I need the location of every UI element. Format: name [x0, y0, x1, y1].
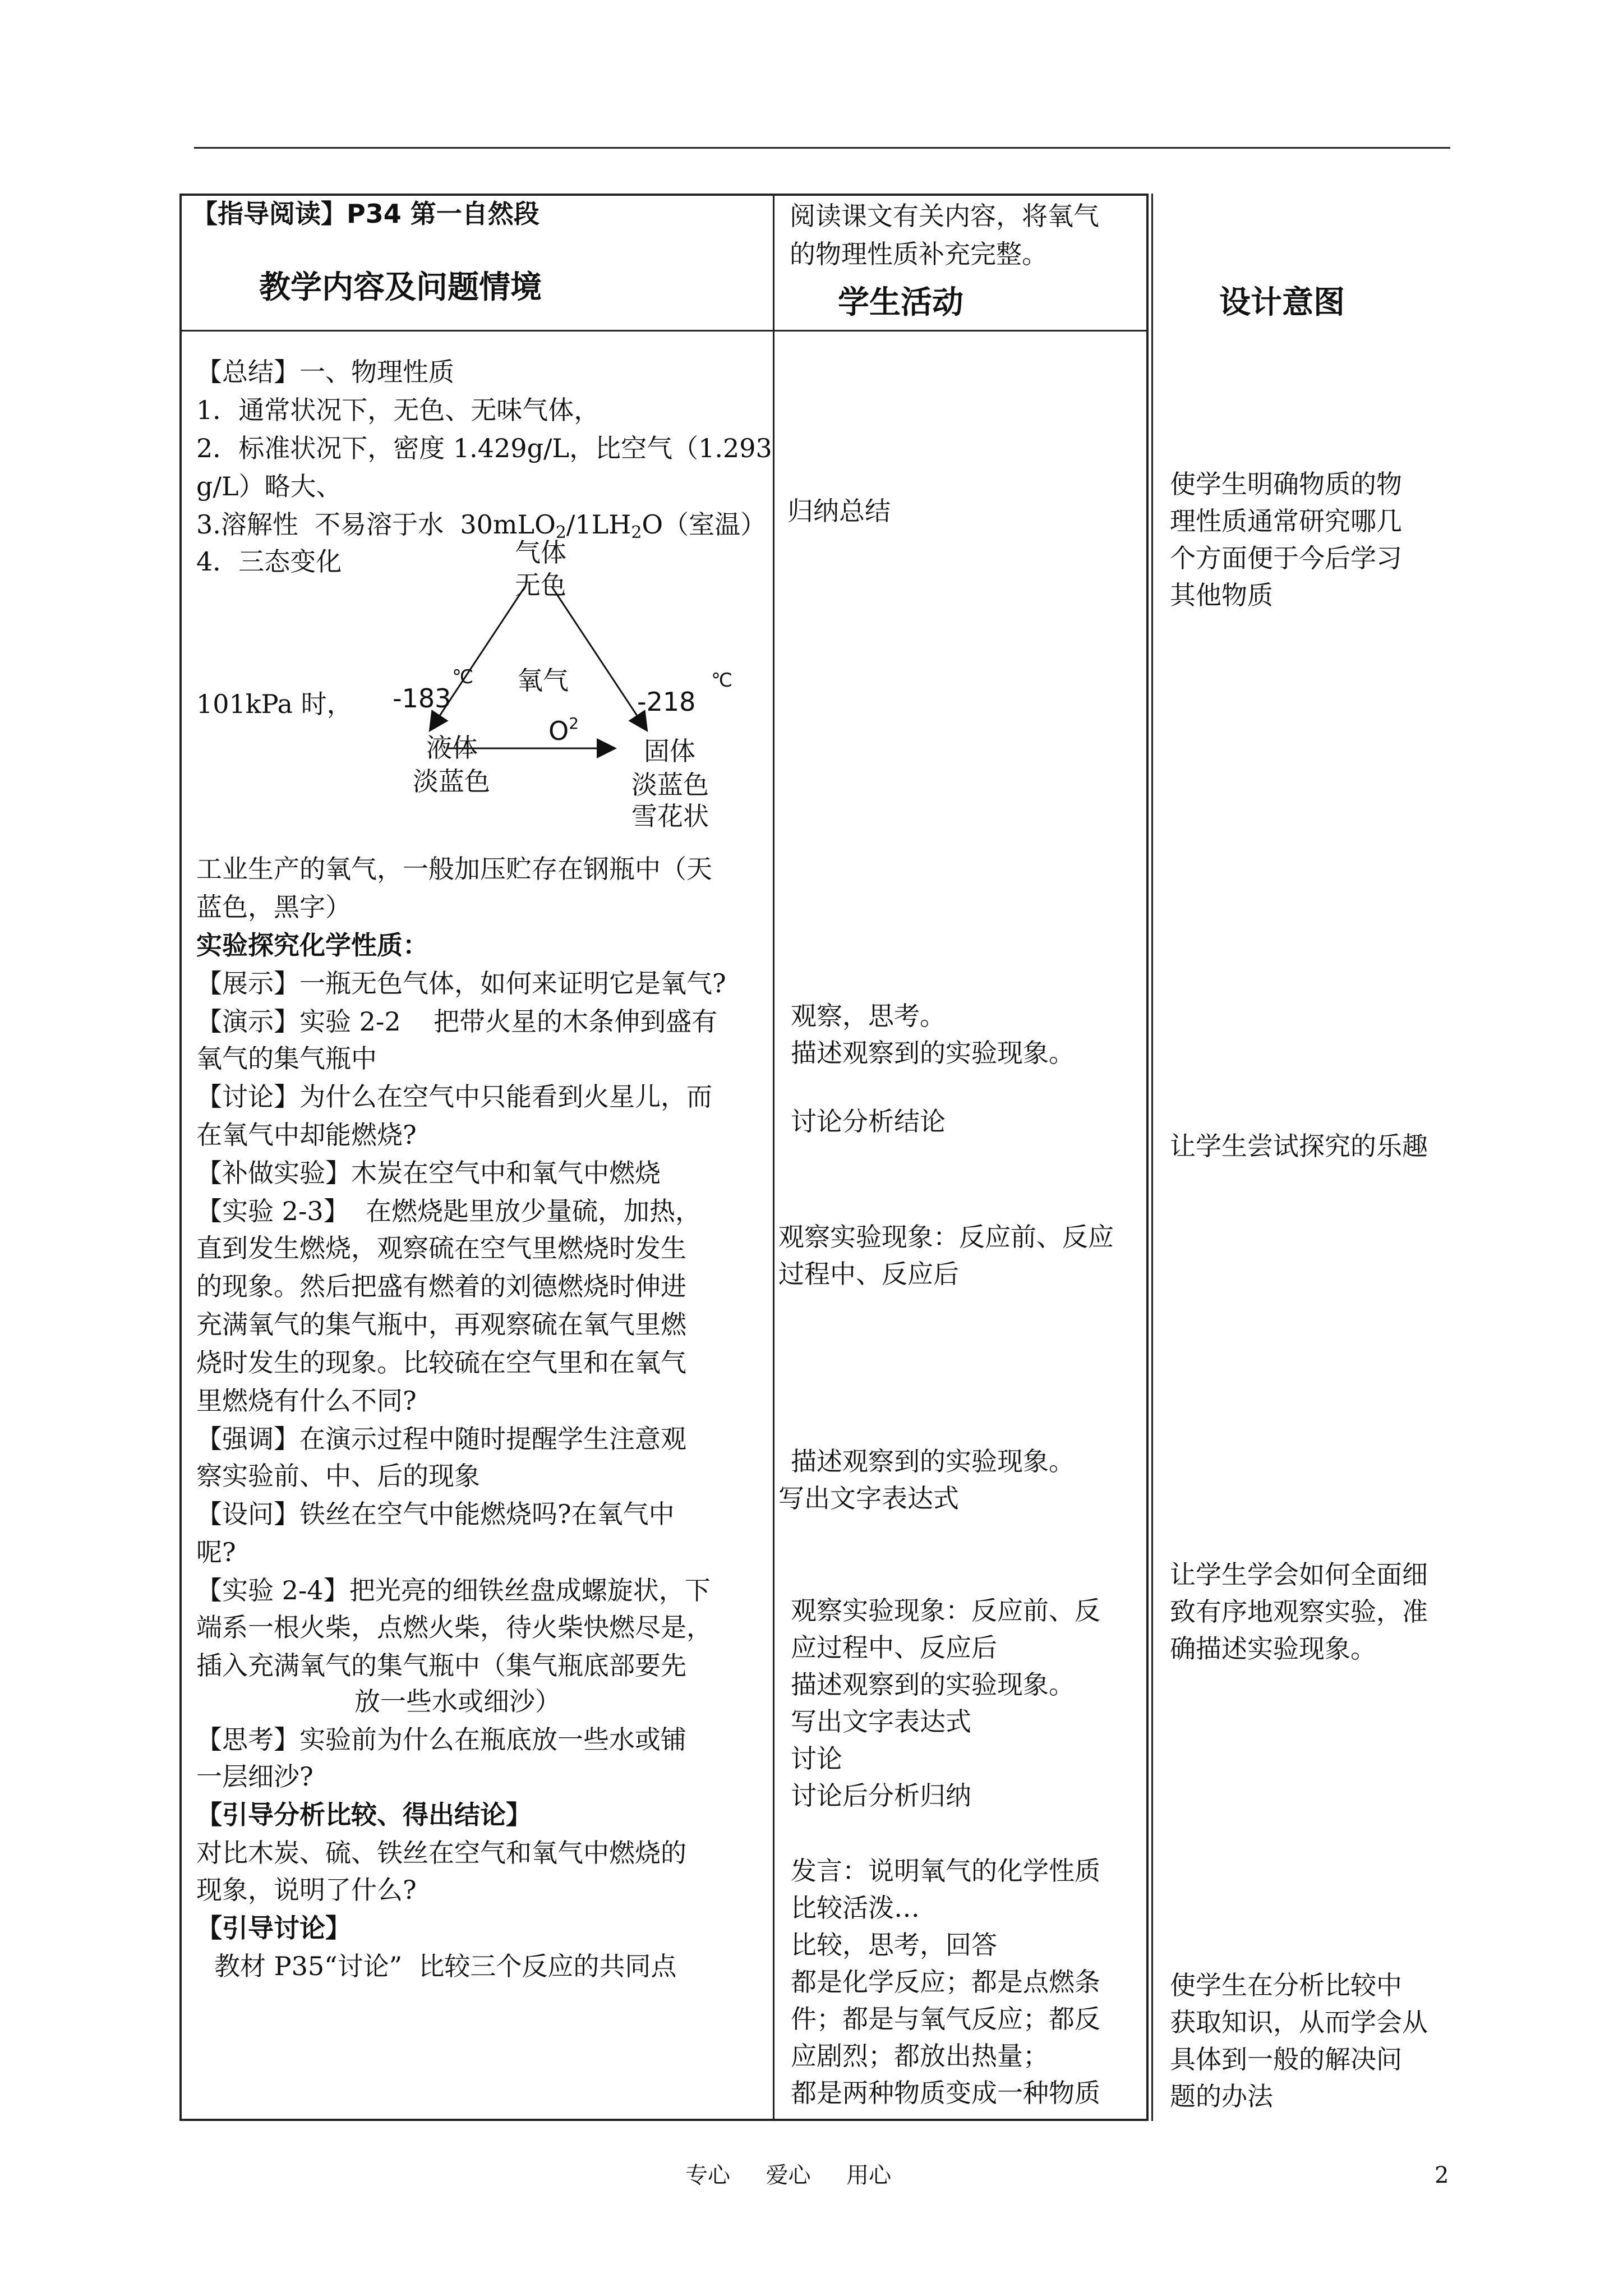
- column-header-intent: 设计意图: [1219, 284, 1345, 321]
- intent2: 让学生尝试探究的乐趣: [1170, 1131, 1428, 1161]
- property-2b: g/L）略大、: [196, 471, 342, 501]
- solid-color: 淡蓝色: [631, 770, 709, 800]
- intent4-d: 题的办法: [1170, 2081, 1273, 2111]
- read-a: 阅读课文有关内容，将氧气: [790, 201, 1099, 231]
- describe-2: 描述观察到的实验现象。: [791, 1446, 1075, 1476]
- explore-title: 实验探究化学性质：: [196, 930, 428, 960]
- oxygen-formula: $O^2$: [548, 714, 579, 746]
- solid-shape: 雪花状: [631, 801, 709, 831]
- gas-to-solid-arrow: [552, 587, 646, 729]
- observe-think: 观察，思考。: [791, 1001, 946, 1031]
- speak-b: 比较活泼…: [791, 1893, 920, 1923]
- ask-a: 【设问】铁丝在空气中能燃烧吗?在氧气中: [196, 1499, 675, 1529]
- compare-answer: 比较，思考，回答: [791, 1930, 997, 1960]
- gas-label: 气体: [515, 537, 566, 568]
- observe2-a: 观察实验现象：反应前、反: [791, 1595, 1100, 1626]
- compare-a: 对比木炭、硫、铁丝在空气和氧气中燃烧的: [196, 1838, 686, 1868]
- column-header-student: 学生活动: [838, 284, 963, 321]
- liquid-temp: -183: [393, 683, 451, 714]
- exp24-c: 插入充满氧气的集气瓶中（集气瓶底部要先: [196, 1650, 686, 1681]
- intent1-a: 使学生明确物质的物: [1170, 469, 1402, 499]
- property-2a: 2．标准状况下，密度 1.429g/L，比空气（1.293: [196, 433, 772, 463]
- intent4-c: 具体到一般的解决问: [1170, 2044, 1402, 2074]
- common-a: 都是化学反应；都是点燃条: [791, 1967, 1100, 1997]
- write-1: 写出文字表达式: [778, 1483, 959, 1513]
- industrial-b: 蓝色，黑字）: [196, 892, 351, 922]
- exp23-a: 【实验 2-3】 在燃烧匙里放少量硫，加热，: [196, 1196, 701, 1226]
- exp24-a: 【实验 2-4】把光亮的细铁丝盘成螺旋状，下: [196, 1575, 711, 1605]
- describe-3: 描述观察到的实验现象。: [791, 1669, 1075, 1700]
- read-b: 的物理性质补充完整。: [790, 239, 1048, 269]
- column-divider-2: [1151, 194, 1153, 2121]
- liquid-temp-unit: ℃: [452, 666, 474, 688]
- demo-b: 氧气的集气瓶中: [196, 1043, 377, 1074]
- extra-exp: 【补做实验】木炭在空气中和氧气中燃烧: [196, 1158, 661, 1188]
- think-b: 一层细沙?: [196, 1761, 313, 1792]
- think-a: 【思考】实验前为什么在瓶底放一些水或铺: [196, 1724, 686, 1755]
- show-line: 【展示】一瓶无色气体，如何来证明它是氧气?: [196, 968, 726, 999]
- header-row-divider: [179, 330, 1149, 332]
- exp24-d: 放一些水或细沙）: [354, 1686, 561, 1717]
- intent1-b: 理性质通常研究哪几: [1170, 506, 1402, 536]
- emphasis-b: 察实验前、中、后的现象: [196, 1461, 480, 1491]
- top-note: 【指导阅读】P34 第一自然段: [192, 199, 540, 229]
- observe2-b: 应过程中、反应后: [791, 1632, 997, 1663]
- common-b: 件；都是与氧气反应；都反: [791, 2004, 1100, 2034]
- exp23-f: 里燃烧有什么不同?: [196, 1386, 417, 1416]
- guide-title: 【引导分析比较、得出结论】: [196, 1800, 532, 1830]
- solid-label: 固体: [644, 736, 695, 766]
- guide-discuss: 【引导讨论】: [196, 1913, 351, 1943]
- exp23-d: 充满氧气的集气瓶中，再观察硫在氧气里燃: [196, 1309, 686, 1340]
- discuss-a: 【讨论】为什么在空气中只能看到火星儿，而: [196, 1082, 712, 1112]
- column-header-content: 教学内容及问题情境: [259, 269, 542, 306]
- textbook-line: 教材 P35“讨论” 比较三个反应的共同点: [214, 1951, 677, 1981]
- liquid-color: 淡蓝色: [413, 766, 490, 797]
- demo-a: 【演示】实验 2-2 把带火星的木条伸到盛有: [196, 1006, 718, 1037]
- intent3-b: 致有序地观察实验，准: [1170, 1596, 1428, 1627]
- exp23-b: 直到发生燃烧，观察硫在空气里燃烧时发生: [196, 1233, 686, 1263]
- speak-a: 发言：说明氧气的化学性质: [791, 1856, 1100, 1886]
- compare-b: 现象，说明了什么?: [196, 1875, 417, 1905]
- ask-b: 呢?: [196, 1537, 236, 1567]
- discuss-short: 讨论: [791, 1743, 842, 1774]
- emphasis-a: 【强调】在演示过程中随时提醒学生注意观: [196, 1424, 686, 1454]
- summary-title: 【总结】一、物理性质: [196, 357, 454, 387]
- property-3: 3.溶解性 不易溶于水 $30mLO_2/1LH_2O$（室温）: [196, 509, 767, 542]
- page-number: 2: [1435, 2162, 1449, 2188]
- footer-motto: 专心 爱心 用心: [685, 2162, 892, 2188]
- intent1-c: 个方面便于今后学习: [1170, 543, 1402, 573]
- exp23-e: 烧时发生的现象。比较硫在空气里和在氧气: [196, 1347, 686, 1378]
- write-2: 写出文字表达式: [791, 1706, 971, 1737]
- pressure-label: 101kPa 时，: [196, 689, 353, 719]
- header-rule: [194, 147, 1450, 149]
- discuss-b: 在氧气中却能燃烧?: [196, 1120, 417, 1150]
- discuss-then: 讨论后分析归纳: [791, 1780, 971, 1811]
- oxygen-center: 氧气: [517, 665, 569, 696]
- intent1-d: 其他物质: [1170, 580, 1273, 610]
- solid-temp: -218: [637, 687, 696, 717]
- discuss-conclude: 讨论分析结论: [791, 1106, 946, 1137]
- three-state-diagram: [336, 539, 763, 855]
- gas-color: 无色: [515, 570, 566, 600]
- column-divider-1: [773, 194, 774, 2121]
- observe-a: 观察实验现象：反应前、反应: [778, 1222, 1114, 1252]
- common-d: 都是两种物质变成一种物质: [791, 2078, 1100, 2108]
- observe-b: 过程中、反应后: [778, 1259, 959, 1289]
- intent3-c: 确描述实验现象。: [1170, 1634, 1376, 1664]
- exp23-c: 的现象。然后把盛有燃着的刘德燃烧时伸进: [196, 1271, 686, 1301]
- property-4: 4．三态变化: [196, 546, 342, 577]
- industrial-a: 工业生产的氧气，一般加压贮存在钢瓶中（天: [196, 854, 712, 884]
- property-1: 1．通常状况下，无色、无味气体，: [196, 395, 600, 425]
- solid-temp-unit: ℃: [711, 669, 733, 692]
- common-c: 应剧烈；都放出热量；: [791, 2041, 1049, 2071]
- summarize: 归纳总结: [787, 496, 891, 526]
- describe-1: 描述观察到的实验现象。: [791, 1038, 1075, 1068]
- intent4-a: 使学生在分析比较中: [1170, 1970, 1402, 2000]
- intent3-a: 让学生学会如何全面细: [1170, 1559, 1428, 1590]
- intent4-b: 获取知识，从而学会从: [1170, 2007, 1428, 2037]
- liquid-label: 液体: [426, 733, 478, 763]
- exp24-b: 端系一根火柴，点燃火柴，待火柴快燃尽是，: [196, 1612, 712, 1642]
